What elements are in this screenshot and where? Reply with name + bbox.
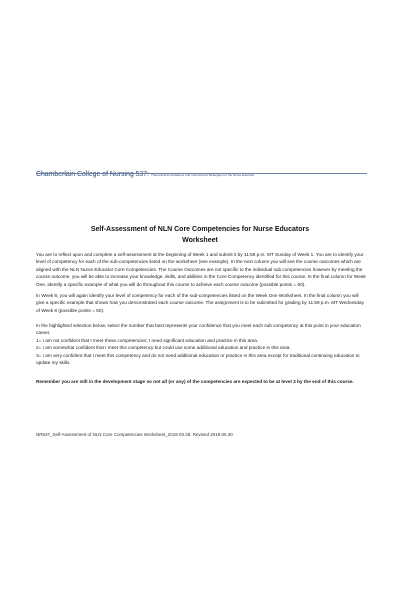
header-divider	[36, 173, 367, 174]
document-header	[36, 163, 370, 181]
rating-level-2: 2= I am somewhat confident that I meet this competency but could use some additional education and practice in this area.	[36, 345, 291, 351]
instructions-paragraph-1: You are to reflect upon and complete a self-assessment at the beginning of Week 1 and submit it by 11:59 p.m. MT Sunday of Week 1. You are to identify your level of competency for each of the sub-competencies listed on the worksheet (see example). In the next column you will see the course outcomes which are aligned with the NLN Nurse Educator Core Competencies. The Course Outcomes are not specific to the individual sub competencies however by meeting the course outcome, you will be able to increase your knowledge, skills, and abilities in the Core Competency identified for this course. In the final column for Week One, identify a specific example of what you will do throughout this course to achieve each course outcome (possible points = 50).	[36, 252, 366, 287]
rating-scale-intro: In the highlighted selection below, select the number that best represents your confidence that you meet each sub competency at this point in your education career.	[36, 323, 361, 336]
instructions-paragraph-2: In Week 8, you will again identify your level of competency for each of the sub-competencies listed on the Week One Worksheet. In the final column you will give a specific example that shows how you demonstrated each course outcome. The assignment is to be submitted for grading by 11:59 p.m. MT Wednesday of Week 8 (possible points = 50).	[36, 293, 364, 313]
rating-level-3: 3= I am very confident that I meet this competency and do not need additional education or practice in this area except for traditional continuing education to update my skills.	[36, 352, 360, 366]
rating-level-1: 1= I am not confident that I meet these competencies; I need significant education and practice in this area.	[36, 337, 259, 343]
course-subtitle: Theoretical Foundations and Instructional Strategies for the Nurse Educator	[151, 173, 255, 177]
title-line-2: Worksheet	[182, 237, 218, 244]
rating-scale-section	[36, 322, 368, 366]
title-line-1: Self-Assessment of NLN Core Competencies for Nurse Educators	[90, 226, 310, 233]
reminder-note: Remember you are still in the development stage so not all (or any) of the competencies are expected to be at level 3 by the end of this course.	[36, 379, 354, 384]
document-footer: NR537_Self-Assessment of NLN Core Competencies Worksheet_2019.03.28. Revised 2019.05.30	[36, 432, 233, 437]
college-course-name: Chamberlain College of Nursing 537:	[36, 171, 149, 178]
document-title	[40, 224, 360, 246]
